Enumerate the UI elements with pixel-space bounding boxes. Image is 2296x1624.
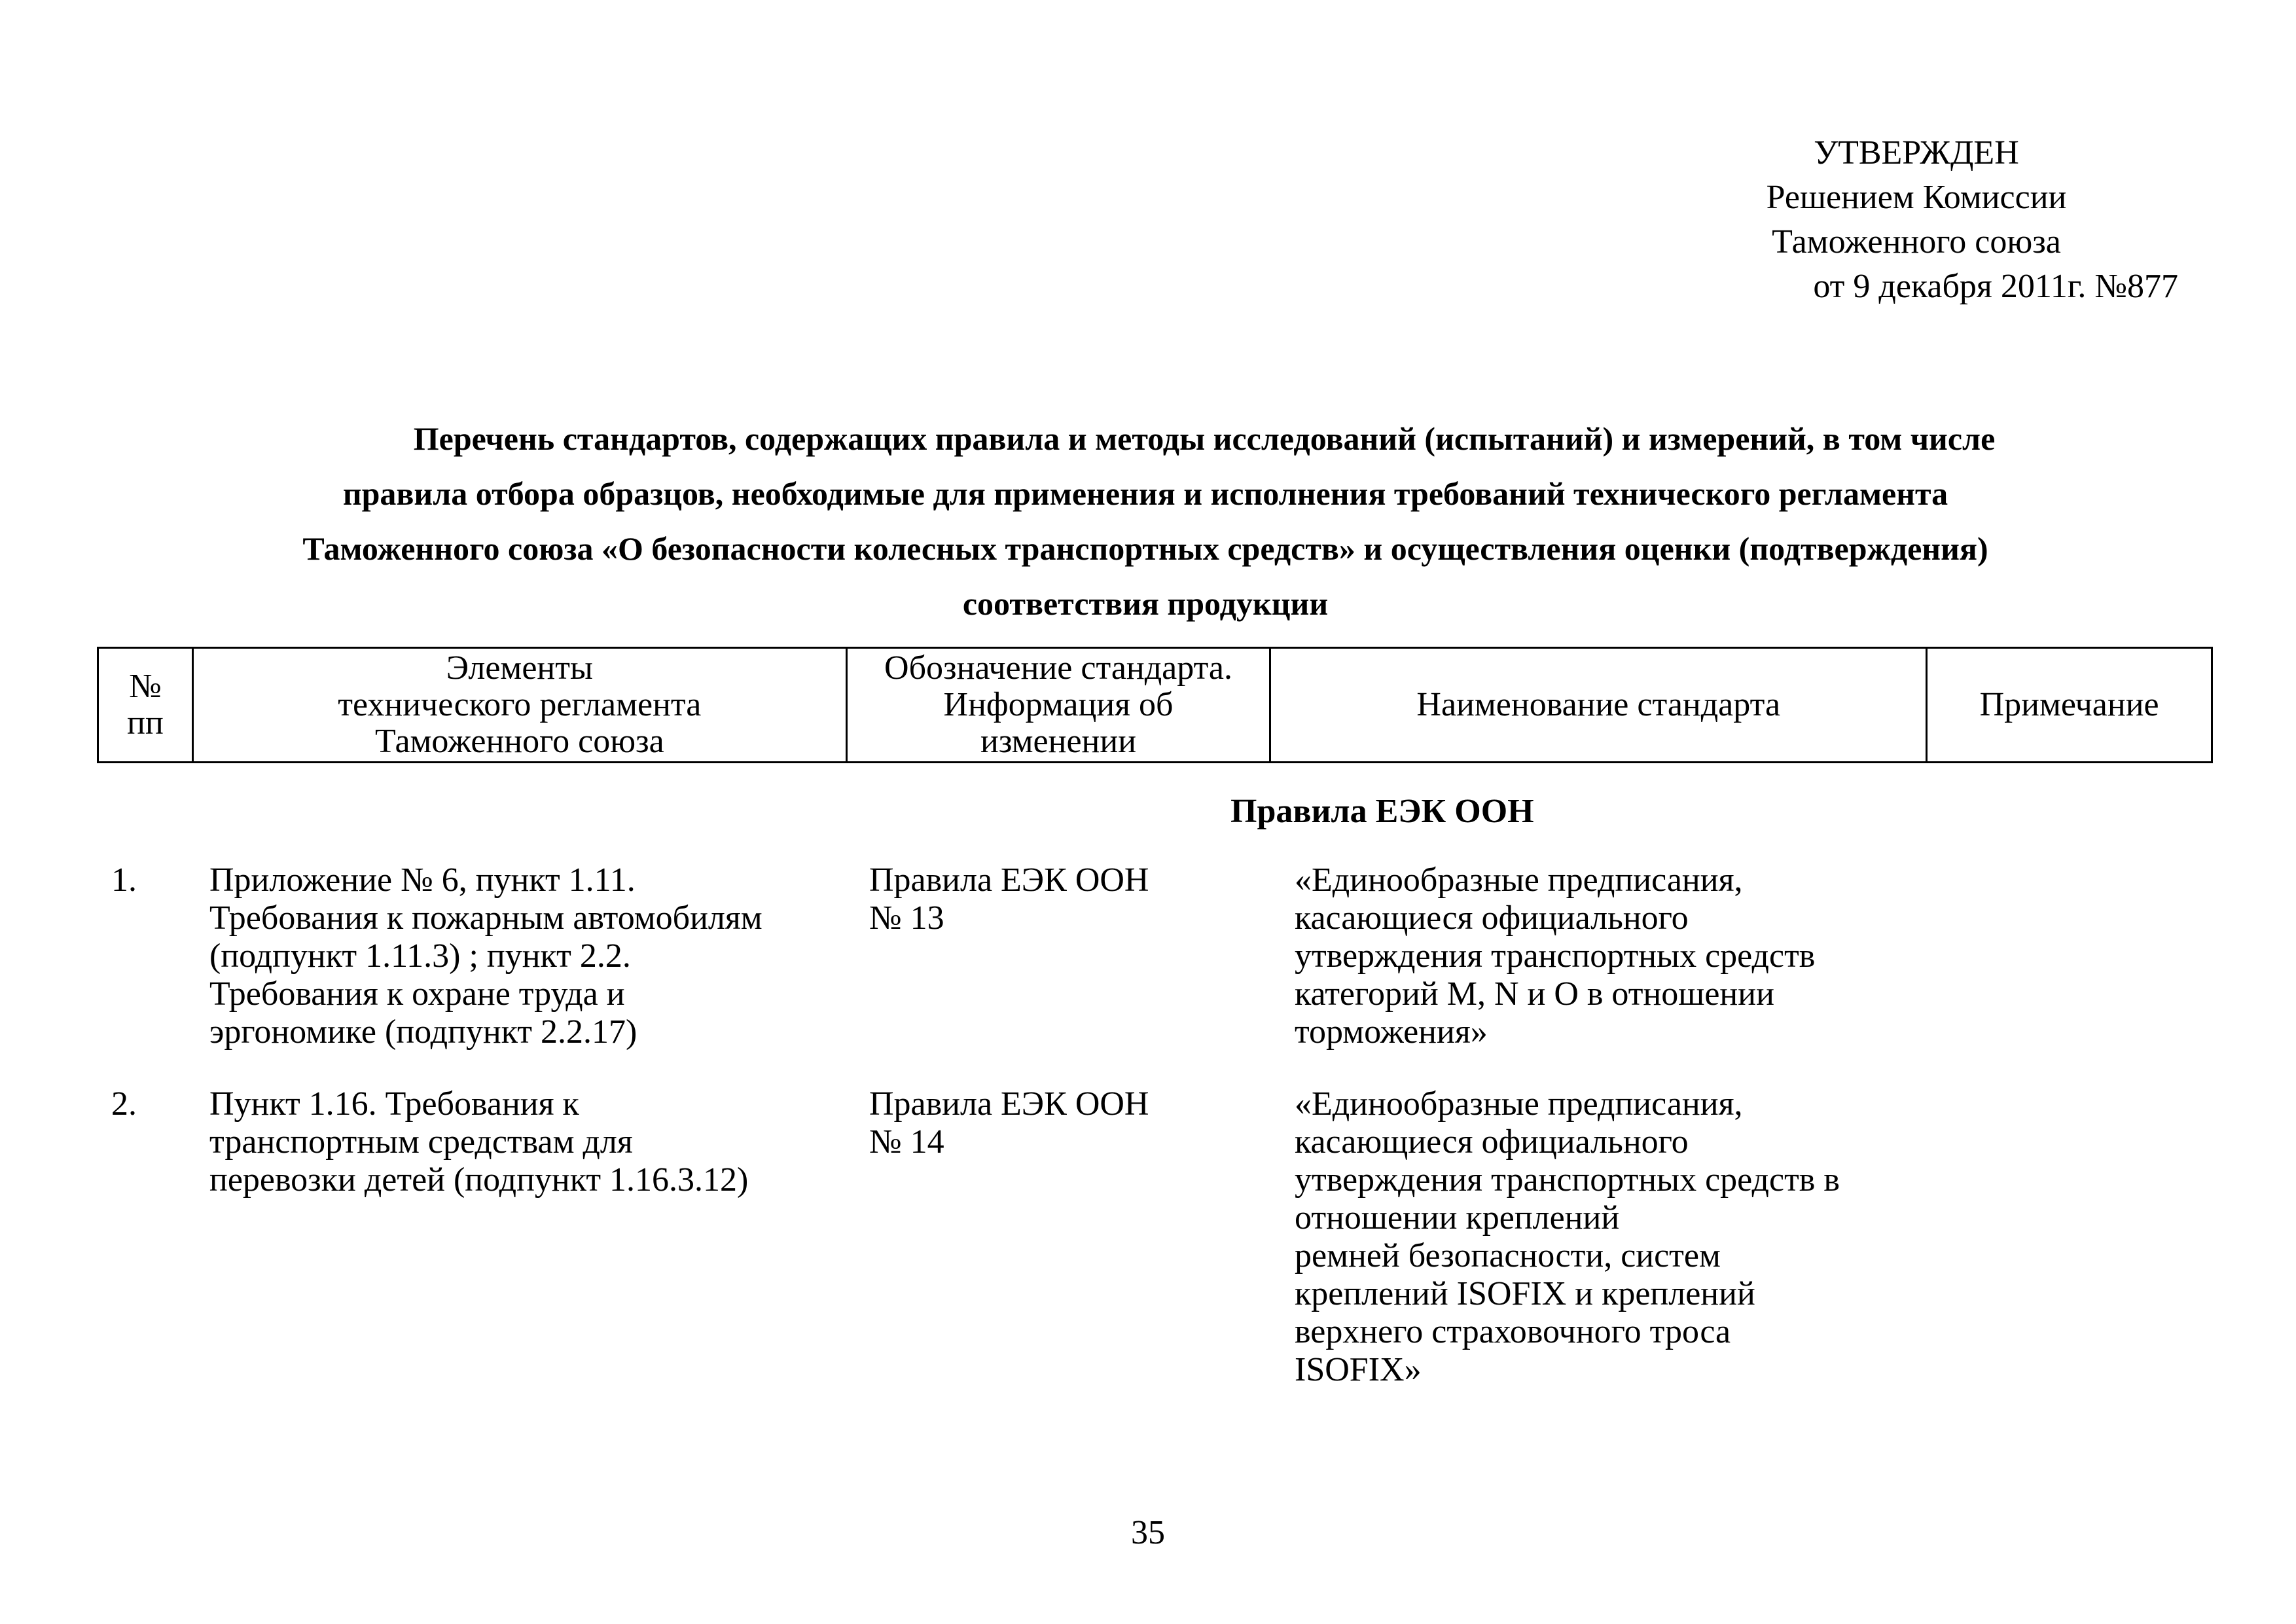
row-elements-line: (подпункт 1.11.3) ; пункт 2.2. [209, 937, 631, 975]
title-line-4: соответствия продукции [962, 585, 1329, 622]
row-name-line: утверждения транспортных средств [1295, 937, 1816, 975]
row-name-line: «Единообразные предписания, [1295, 1085, 1743, 1123]
row-name-line: креплений ISOFIX и креплений [1295, 1275, 1755, 1312]
section-title: Правила ЕЭК ООН [1230, 793, 1534, 830]
row-name-line: утверждения транспортных средств в [1295, 1161, 1840, 1199]
row-name-line: категорий M, N и O в отношении [1295, 975, 1774, 1013]
row-elements-line: транспортным средствам для [209, 1123, 633, 1161]
row-elements-line: Пункт 1.16. Требования к [209, 1085, 579, 1123]
row-elements [209, 861, 864, 1051]
header-elements-line: Таможенного союза [374, 723, 664, 760]
row-designation-line: Правила ЕЭК ООН [869, 861, 1149, 899]
approval-organization: Таможенного союза [1772, 223, 2061, 261]
header-note: Примечание [1927, 648, 2212, 763]
approval-authority: Решением Комиссии [1766, 179, 2067, 216]
header-designation-line: Информация об [943, 686, 1174, 723]
row-number: 1. [111, 861, 137, 899]
row-name-line: отношении креплений [1295, 1199, 1620, 1236]
row-name-line: верхнего страховочного троса [1295, 1313, 1731, 1350]
header-designation [846, 648, 1270, 763]
row-designation [869, 1085, 1236, 1161]
title-line-1: Перечень стандартов, содержащих правила и методы исследований (испытаний) и измерений, в том числе [413, 420, 1996, 457]
header-elements [192, 648, 846, 763]
header-elements-line: технического регламента [338, 686, 702, 723]
row-number: 2. [111, 1085, 137, 1123]
row-name-line: «Единообразные предписания, [1295, 861, 1743, 899]
row-elements-line: Приложение № 6, пункт 1.11. [209, 861, 636, 899]
row-name-line: ремней безопасности, систем [1295, 1237, 1721, 1274]
header-num-line: № [129, 668, 162, 705]
row-standard-name [1295, 861, 1949, 1051]
row-name-line: касающиеся официального [1295, 1123, 1689, 1161]
row-designation [869, 861, 1236, 937]
header-designation-line: Обозначение стандарта. [884, 649, 1233, 687]
header-num [98, 648, 193, 763]
row-elements-line: перевозки детей (подпункт 1.16.3.12) [209, 1161, 749, 1199]
header-elements-line: Элементы [446, 649, 593, 687]
row-designation-line: Правила ЕЭК ООН [869, 1085, 1149, 1123]
title-line-2: правила отбора образцов, необходимые для применения и исполнения требований технического регламента [342, 475, 1948, 512]
header-num-line: пп [127, 704, 164, 742]
document-title [151, 411, 2140, 631]
row-elements-line: Требования к охране труда и [209, 975, 625, 1013]
row-name-line: касающиеся официального [1295, 899, 1689, 937]
title-line-3: Таможенного союза «О безопасности колесных транспортных средств» и осуществления оценки (подтверждения) [302, 530, 1988, 567]
row-designation-line: № 13 [869, 899, 944, 937]
row-elements-line: эргономике (подпункт 2.2.17) [209, 1013, 637, 1051]
standards-table-header [97, 647, 2213, 763]
approval-date: от 9 декабря 2011г. №877 [1813, 268, 2178, 305]
row-designation-line: № 14 [869, 1123, 944, 1161]
page-number: 35 [1131, 1514, 1165, 1551]
approval-block [1655, 131, 2178, 309]
approval-status: УТВЕРЖДЕН [1814, 134, 2019, 171]
row-elements [209, 1085, 864, 1199]
row-name-line: ISOFIX» [1295, 1351, 1422, 1388]
row-standard-name [1295, 1085, 1949, 1389]
header-designation-line: изменении [980, 723, 1137, 760]
header-row [98, 648, 2212, 763]
row-name-line: торможения» [1295, 1013, 1488, 1051]
row-elements-line: Требования к пожарным автомобилям [209, 899, 762, 937]
header-name: Наименование стандарта [1270, 648, 1927, 763]
